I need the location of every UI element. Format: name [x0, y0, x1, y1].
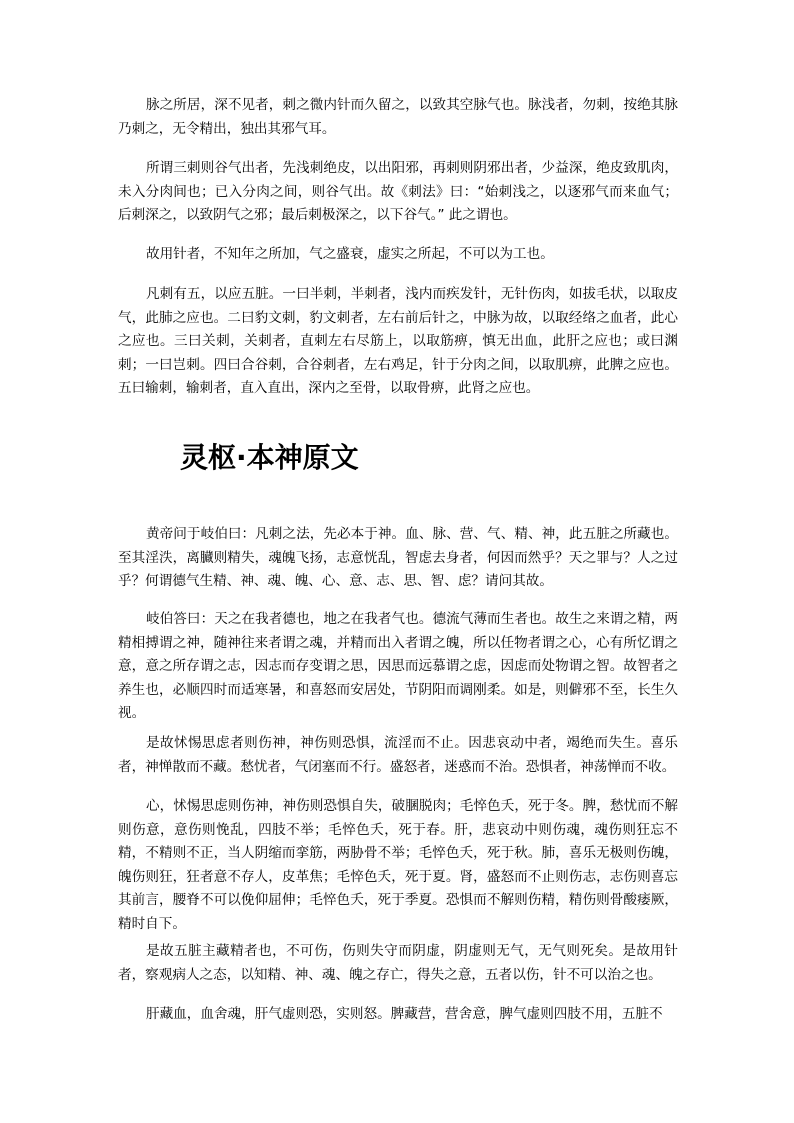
paragraph-qibo-answer: 岐伯答曰：天之在我者德也，地之在我者气也。德流气薄而生者也。故生之来谓之精，两精相搏谓之神，随神往来者谓之魂，并精而出入者谓之魄，所以任物者谓之心，心有所忆谓之意，意之所存谓之志，因志而存变谓之思，因思而远慕谓之虑，因虑而处物谓之智。故智者之养生也，必顺四时而适寒暑，和喜怒而安居处，节阴阳而调刚柔。如是，则僻邪不至，长生久视。 [118, 611, 678, 722]
section-heading: 灵枢·本神原文 [180, 441, 359, 474]
paragraph-liver-spleen: 肝藏血，血舍魂，肝气虚则恐，实则怒。脾藏营，营舍意，脾气虚则四肢不用，五脏不 [146, 1006, 663, 1022]
paragraph-three-punctures: 所谓三刺则谷气出者，先浅刺绝皮，以出阳邪，再刺则阴邪出者，少益深，绝皮致肌肉，未入分肉间也；已入分肉之间，则谷气出。故《刺法》曰：“始刺浅之，以逐邪气而来血气；后刺深之，以致阴气之邪；最后刺极深之，以下谷气。” 此之谓也。 [118, 160, 678, 224]
paragraph-organ-injuries: 心，怵惕思虑则伤神，神伤则恐惧自失，破䐃脱肉；毛悴色夭，死于冬。脾，愁忧而不解则伤意，意伤则悗乱，四肢不举；毛悴色夭，死于春。肝，悲哀动中则伤魂，魂伤则狂忘不精，不精则不正，当人阴缩而挛筋，两胁骨不举；毛悴色夭，死于秋。肺，喜乐无极则伤魄，魄伤则狂，狂者意不存人，皮革焦；毛悴色夭，死于夏。肾，盛怒而不止则伤志，志伤则喜忘其前言，腰脊不可以俛仰屈伸；毛悴色夭，死于季夏。恐惧而不解则伤精，精伤则骨酸痿厥，精时自下。 [118, 798, 678, 932]
paragraph-pulse-location: 脉之所居，深不见者，刺之微内针而久留之，以致其空脉气也。脉浅者，勿刺，按绝其脉乃刺之，无令精出，独出其邪气耳。 [118, 97, 678, 137]
paragraph-needle-users: 故用针者，不知年之所加，气之盛衰，虚实之所起，不可以为工也。 [146, 246, 554, 262]
paragraph-five-viscera-store: 是故五脏主藏精者也，不可伤，伤则失守而阴虚，阴虚则无气，无气则死矣。是故用针者，察观病人之态，以知精、神、魂、魄之存亡，得失之意，五者以伤，针不可以治之也。 [118, 943, 678, 983]
paragraph-five-punctures: 凡刺有五，以应五脏。一曰半刺，半刺者，浅内而疾发针，无针伤肉，如拔毛状，以取皮气，此肺之应也。二曰豹文刺，豹文刺者，左右前后针之，中脉为故，以取经络之血者，此心之应也。三曰关刺，关刺者，直刺左右尽筋上，以取筋痹，慎无出血，此肝之应也；或曰渊刺；一曰岂刺。四曰合谷刺，合谷刺者，左右鸡足，针于分肉之间，以取肌痹，此脾之应也。五曰输刺，输刺者，直入直出，深内之至骨，以取骨痹，此肾之应也。 [118, 286, 678, 397]
paragraph-huangdi-question: 黄帝问于岐伯曰：凡刺之法，先必本于神。血、脉、营、气、精、神，此五脏之所藏也。至其淫泆，离臓则精失，魂魄飞扬，志意恍乱，智虑去身者，何因而然乎？天之罪与？人之过乎？何谓德气生精、神、魂、魄、心、意、志、思、智、虑？请问其故。 [118, 526, 678, 590]
paragraph-emotions-harm: 是故怵惕思虑者则伤神，神伤则恐惧，流淫而不止。因悲哀动中者，竭绝而失生。喜乐者，神惮散而不藏。愁忧者，气闭塞而不行。盛怒者，迷惑而不治。恐惧者，神荡惮而不收。 [118, 735, 678, 775]
